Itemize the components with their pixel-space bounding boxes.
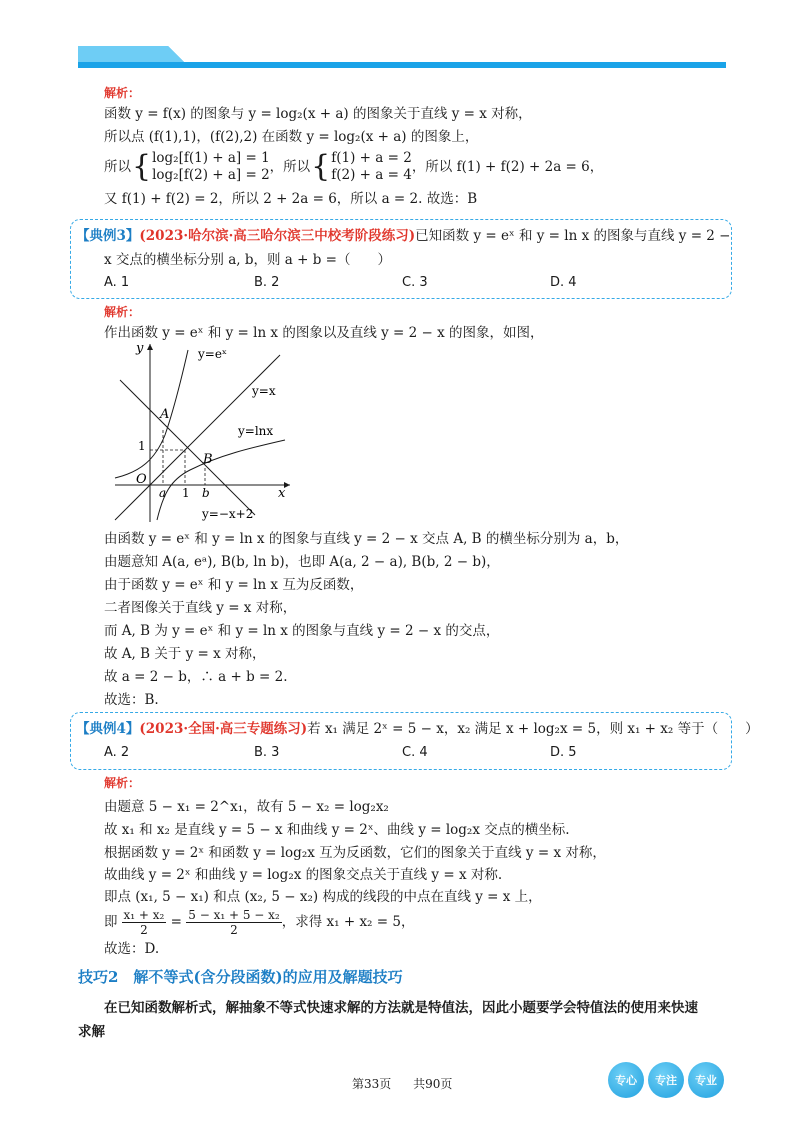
sol4-label: 解析： xyxy=(104,776,141,790)
sol1-line1: 函数 y = f(x) 的图象与 y = log₂(x + a) 的图象关于直线 y = x 对称， xyxy=(104,106,532,122)
example4-option-a[interactable]: A. 2 xyxy=(104,745,130,760)
sol1-line2: 所以点 (f(1),1)，(f(2),2) 在函数 y = log₂(x + a) 的图象上， xyxy=(104,129,479,145)
example4-option-d[interactable]: D. 5 xyxy=(550,745,577,760)
fraction-2-den: 2 xyxy=(230,922,238,937)
footer-total: 共90页 xyxy=(413,1077,453,1091)
example3-tag: 【典例3】 xyxy=(76,228,140,244)
function-graph xyxy=(110,340,300,525)
graph-tick-b: b xyxy=(202,486,210,500)
graph-exp-label: y=eˣ xyxy=(198,347,228,361)
fraction-2 xyxy=(186,908,281,937)
paragraph-line1: 在已知函数解析式，解抽象不等式快速求解的方法就是特值法，因此小题要学会特值法的使用来快速 xyxy=(104,1000,698,1016)
sol1-eq4: f(2) + a = 4 xyxy=(331,167,412,183)
sol4-line2: 故 x₁ 和 x₂ 是直线 y = 5 − x 和曲线 y = 2ˣ、曲线 y = log₂x 交点的横坐标. xyxy=(104,822,570,838)
graph-yx-label: y=x xyxy=(252,384,276,398)
graph-ln-label: y=lnx xyxy=(238,424,274,438)
example3-question-line1 xyxy=(76,227,731,245)
example4-source: (2023·全国·高三专题练习) xyxy=(139,721,308,737)
example4-tag: 【典例4】 xyxy=(76,721,140,737)
graph-x-label: x xyxy=(278,486,286,501)
fraction-1-den: 2 xyxy=(140,922,148,937)
example4-option-b[interactable]: B. 3 xyxy=(254,745,280,760)
left-brace-icon: { xyxy=(311,149,331,184)
sol3-line8: 故 a = 2 − b，∴ a + b = 2. xyxy=(104,669,288,685)
sol4-line3: 根据函数 y = 2ˣ 和函数 y = log₂x 互为反函数，它们的图象关于直线 y = x 对称， xyxy=(104,845,606,861)
curve-exp xyxy=(115,350,188,478)
header-stripe xyxy=(0,0,800,80)
fraction-1 xyxy=(122,908,167,937)
example3-option-d[interactable]: D. 4 xyxy=(550,275,577,290)
graph-point-a: A xyxy=(160,407,170,422)
example4-option-c[interactable]: C. 4 xyxy=(402,745,428,760)
fraction-1-num: x₁ + x₂ xyxy=(123,907,165,922)
sol3-line4: 由于函数 y = eˣ 和 y = ln x 互为反函数， xyxy=(104,577,364,593)
badge-1: 专心 xyxy=(608,1062,644,1098)
sol4-line6 xyxy=(104,906,414,938)
example4-q: 若 x₁ 满足 2ˣ = 5 − x，x₂ 满足 x + log₂x = 5，则 x₁ + x₂ 等于（ ） xyxy=(307,721,759,737)
graph-y-label: y xyxy=(136,341,144,356)
sol4-line1: 由题意 5 − x₁ = 2^x₁，故有 5 − x₂ = log₂x₂ xyxy=(104,799,389,815)
sol4-line5: 即点 (x₁, 5 − x₁) 和点 (x₂, 5 − x₂) 构成的线段的中点在直线 y = x 上， xyxy=(104,889,542,905)
sol3-line9: 故选：B. xyxy=(104,692,159,708)
sol1-l3-mid: ，所以 xyxy=(269,159,311,175)
example3-source: (2023·哈尔滨·高三哈尔滨三中校考阶段练习) xyxy=(139,228,416,244)
sol1-l3-post: ，所以 f(1) + f(2) + 2a = 6， xyxy=(411,159,604,175)
graph-point-b: B xyxy=(203,452,213,467)
graph-tick-1y: 1 xyxy=(138,439,146,453)
example3-q2: x 交点的横坐标分别 a, b，则 a + b =（ ） xyxy=(104,252,391,268)
example3-option-b[interactable]: B. 2 xyxy=(254,275,280,290)
sol1-system2 xyxy=(331,150,412,184)
sol3-label: 解析： xyxy=(104,305,141,319)
badge-2: 专注 xyxy=(648,1062,684,1098)
sol3-line6: 而 A, B 为 y = eˣ 和 y = ln x 的图象与直线 y = 2 − x 的交点， xyxy=(104,623,500,639)
sol1-line4: 又 f(1) + f(2) = 2，所以 2 + 2a = 6，所以 a = 2. 故选：B xyxy=(104,191,478,207)
sol1-eq1: log₂[f(1) + a] = 1 xyxy=(152,150,270,166)
sol3-line5: 二者图像关于直线 y = x 对称， xyxy=(104,600,297,616)
graph-tick-1x: 1 xyxy=(182,486,190,500)
sol1-eq3: f(1) + a = 2 xyxy=(331,150,412,166)
sol1-system1 xyxy=(152,150,270,184)
sol3-line2: 由函数 y = eˣ 和 y = ln x 的图象与直线 y = 2 − x 交点 A, B 的横坐标分别为 a，b， xyxy=(104,531,629,547)
example4-question xyxy=(76,720,759,738)
sol1-eq2: log₂[f(2) + a] = 2 xyxy=(152,167,270,183)
footer-page-info xyxy=(352,1075,452,1092)
sol1-label: 解析： xyxy=(104,86,141,100)
sol1-l3-pre: 所以 xyxy=(104,159,131,175)
sol4-l6-pre: 即 xyxy=(104,914,118,930)
sol1-line3 xyxy=(104,150,603,184)
footer-page: 第33页 xyxy=(352,1077,392,1091)
example3-q1: 已知函数 y = eˣ 和 y = ln x 的图象与直线 y = 2 − xyxy=(415,228,731,244)
left-brace-icon: { xyxy=(132,149,152,184)
badge-3: 专业 xyxy=(688,1062,724,1098)
paragraph-line2: 求解 xyxy=(78,1024,105,1040)
sol4-l6-post: ，求得 x₁ + x₂ = 5， xyxy=(281,914,415,930)
sol3-line3: 由题意知 A(a, eᵃ), B(b, ln b)，也即 A(a, 2 − a), B(b, 2 − b)， xyxy=(104,554,500,570)
graph-tick-a: a xyxy=(159,486,167,500)
header-banner xyxy=(0,0,800,80)
sol3-line1: 作出函数 y = eˣ 和 y = ln x 的图象以及直线 y = 2 − x 的图象，如图， xyxy=(104,325,544,341)
sol4-line7: 故选：D. xyxy=(104,941,160,957)
graph-line-label: y=−x+2 xyxy=(202,507,254,521)
sol4-line4: 故曲线 y = 2ˣ 和曲线 y = log₂x 的图象交点关于直线 y = x 对称. xyxy=(104,867,503,883)
example3-option-c[interactable]: C. 3 xyxy=(402,275,428,290)
sol3-line7: 故 A, B 关于 y = x 对称， xyxy=(104,646,266,662)
fraction-2-num: 5 − x₁ + 5 − x₂ xyxy=(188,907,280,922)
sol4-l6-eq: = xyxy=(166,914,187,930)
graph-origin-label: O xyxy=(136,472,147,487)
section-title: 技巧2 解不等式(含分段函数)的应用及解题技巧 xyxy=(78,968,403,986)
example3-option-a[interactable]: A. 1 xyxy=(104,275,130,290)
